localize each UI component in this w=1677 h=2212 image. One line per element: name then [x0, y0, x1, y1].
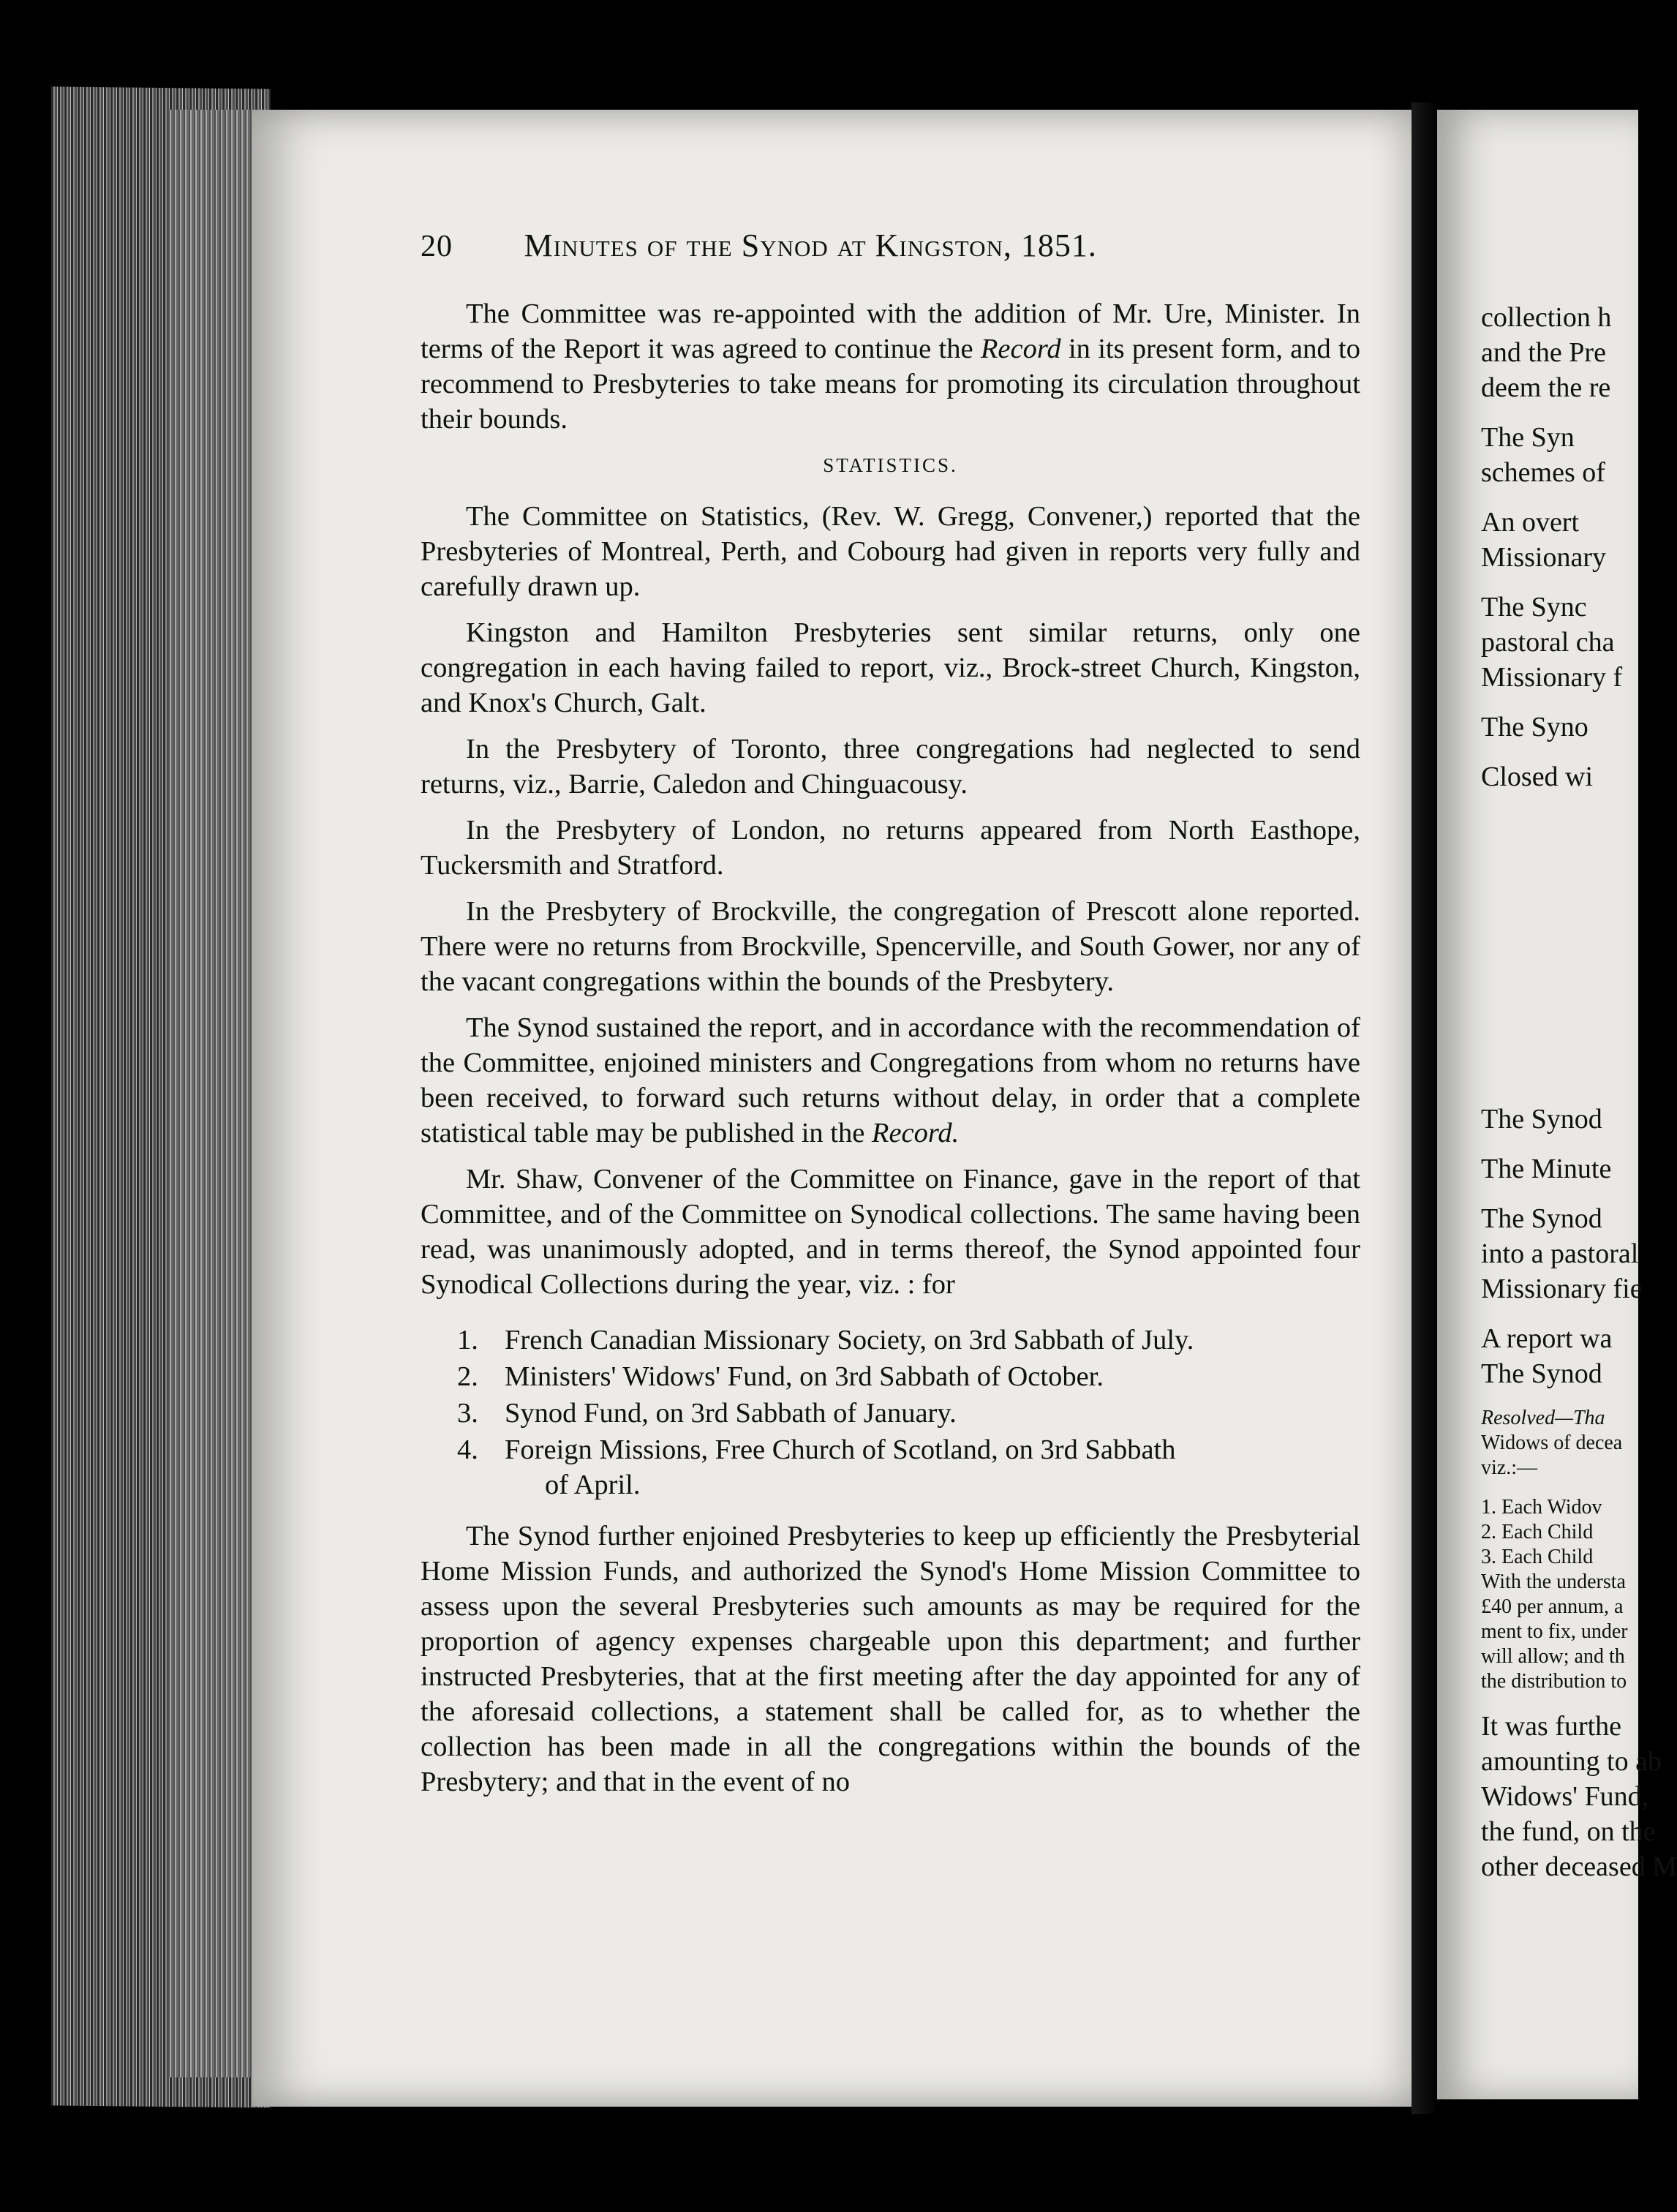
list-item [421, 1396, 1360, 1431]
paragraph-london: In the Presbytery of London, no returns appeared from North Easthope, Tuckersmith and Stratford. [421, 815, 1360, 881]
spacer [1481, 1186, 1671, 1201]
fragment-line: into a pastoral [1481, 1238, 1639, 1269]
left-page-body [421, 296, 1360, 1810]
fragment-line: With the understa [1481, 1570, 1626, 1593]
fragment-line: An overt [1481, 507, 1580, 538]
paragraph-finance: Mr. Shaw, Convener of the Committee on Finance, gave in the report of that Committee, and of the Committee on Synodical collections. The same having been read, was unanimously adopted, and in terms thereof, the Synod appointed four Synodical Collections during the year, viz. : for [421, 1164, 1360, 1300]
fragment-line: The Syn [1481, 422, 1575, 453]
page-number: 20 [421, 230, 453, 263]
paragraph-toronto: In the Presbytery of Toronto, three congregations had neglected to send returns, viz., Barrie, Caledon and Chinguacousy. [421, 734, 1360, 800]
record-title: Record. [871, 1118, 960, 1148]
spacer [1481, 575, 1671, 590]
fragment-line: The Sync [1481, 592, 1587, 622]
fragment-line: Widows' Fund, [1481, 1781, 1649, 1812]
list-item [421, 1432, 1360, 1502]
fragment-line: collection h [1481, 302, 1612, 333]
list-item-text: Ministers' Widows' Fund, on 3rd Sabbath of October. [505, 1361, 1104, 1392]
fragment-line: 3. Each Child [1481, 1546, 1594, 1568]
running-head [421, 227, 1342, 264]
paragraph-text: The Committee was re-appointed with the addition of Mr. Ure, Minister. In terms of the Report it was agreed to continue the [421, 298, 1360, 364]
spacer [1481, 695, 1671, 710]
paragraph-synod-sustained [421, 1010, 1360, 1151]
list-item-text: Foreign Missions, Free Church of Scotland, on 3rd Sabbath [505, 1434, 1176, 1465]
fragment-line: schemes of [1481, 457, 1605, 488]
paragraph-home-mission: The Synod further enjoined Presbyteries to keep up efficiently the Presbyterial Home Mission Funds, and authorized the Synod's Home Mission Committee to assess upon the several Presbyteries such amounts as may be required for the proportion of agency expenses chargeable upon this department; and further instructed Presbyteries, that at the first meeting after the day appointed for any of the aforesaid collections, a statement shall be called for, as to whether the collection has been made in all the congregations within the bounds of the Presbytery; and that in the event of no [421, 1521, 1360, 1797]
fragment-line: It was furthe [1481, 1711, 1622, 1742]
list-item [421, 1323, 1360, 1358]
collections-list [421, 1323, 1360, 1502]
spacer [1481, 1481, 1671, 1495]
spacer [1481, 1391, 1671, 1406]
fragment-line: Closed wi [1481, 761, 1594, 792]
paragraph-statistics-report: The Committee on Statistics, (Rev. W. Gregg, Convener,) reported that the Presbyteries of Montreal, Perth, and Cobourg had given in reports very fully and carefully drawn up. [421, 501, 1360, 602]
list-item [421, 1359, 1360, 1394]
fragment-line: ment to fix, under [1481, 1620, 1628, 1643]
spacer [1481, 1694, 1671, 1709]
running-title: Minutes of the Synod at Kingston, 1851. [524, 227, 1097, 263]
fragment-line: will allow; and th [1481, 1645, 1625, 1668]
fragment-line: 2. Each Child [1481, 1521, 1594, 1543]
fragment-line: The Minute [1481, 1154, 1612, 1184]
spacer [1481, 745, 1671, 759]
record-title: Record [980, 334, 1061, 364]
fragment-line: Resolved—Tha [1481, 1407, 1605, 1429]
fragment-line: viz.:— [1481, 1456, 1537, 1479]
fragment-line: amounting to ab [1481, 1746, 1662, 1777]
fragment-line: pastoral cha [1481, 627, 1615, 658]
fragment-line: £40 per annum, a [1481, 1595, 1624, 1618]
fragment-line: 1. Each Widov [1481, 1496, 1602, 1519]
spacer [1481, 490, 1671, 505]
fragment-line: other deceased M [1481, 1851, 1677, 1882]
fragment-line: Missionary fie [1481, 1274, 1643, 1304]
fragment-line: the fund, on the [1481, 1816, 1656, 1847]
fragment-line: A report wa [1481, 1323, 1613, 1354]
spacer [1481, 1306, 1671, 1321]
list-item-continuation: of April. [545, 1470, 641, 1500]
fragment-line: The Synod [1481, 1104, 1602, 1135]
spacer [1481, 794, 1671, 1102]
fragment-line: The Syno [1481, 712, 1589, 742]
spacer [1481, 405, 1671, 420]
fragment-line: deem the re [1481, 372, 1611, 403]
list-number: 1. [457, 1325, 478, 1355]
list-number: 3. [457, 1398, 478, 1429]
fragment-line: Missionary [1481, 542, 1606, 573]
spacer [1481, 1137, 1671, 1151]
paragraph-text: The Synod sustained the report, and in accordance with the recommendation of the Committee, enjoined ministers and Congregations from whom no returns have been received, to forward such returns without delay, in order that a complete statistical table may be published in the [421, 1012, 1360, 1148]
paragraph-committee-reappointed [421, 296, 1360, 437]
paragraph-kingston-hamilton: Kingston and Hamilton Presbyteries sent similar returns, only one congregation in each having failed to report, viz., Brock-street Church, Kingston, and Knox's Church, Galt. [421, 617, 1360, 718]
fragment-line: Missionary f [1481, 662, 1623, 693]
fragment-line: The Synod [1481, 1358, 1602, 1389]
list-number: 2. [457, 1361, 478, 1392]
fragment-line: The Synod [1481, 1203, 1602, 1234]
list-item-text: French Canadian Missionary Society, on 3rd Sabbath of July. [505, 1325, 1194, 1355]
paragraph-brockville: In the Presbytery of Brockville, the congregation of Prescott alone reported. There were no returns from Brockville, Spencerville, and South Gower, nor any of the vacant congregations within the bounds of the Presbytery. [421, 896, 1360, 997]
list-item-text: Synod Fund, on 3rd Sabbath of January. [505, 1398, 957, 1429]
fragment-line: Widows of decea [1481, 1432, 1623, 1454]
book-gutter [1412, 102, 1437, 2114]
fragment-line: the distribution to [1481, 1670, 1627, 1693]
right-page-text [1481, 300, 1677, 1884]
list-number: 4. [457, 1434, 478, 1465]
section-heading-statistics: STATISTICS. [823, 454, 958, 476]
paragraph-text: in its present form, and to recommend to Presbyteries to take means for promoting its circulation throughout their bounds. [421, 334, 1360, 434]
fragment-line: and the Pre [1481, 337, 1606, 368]
